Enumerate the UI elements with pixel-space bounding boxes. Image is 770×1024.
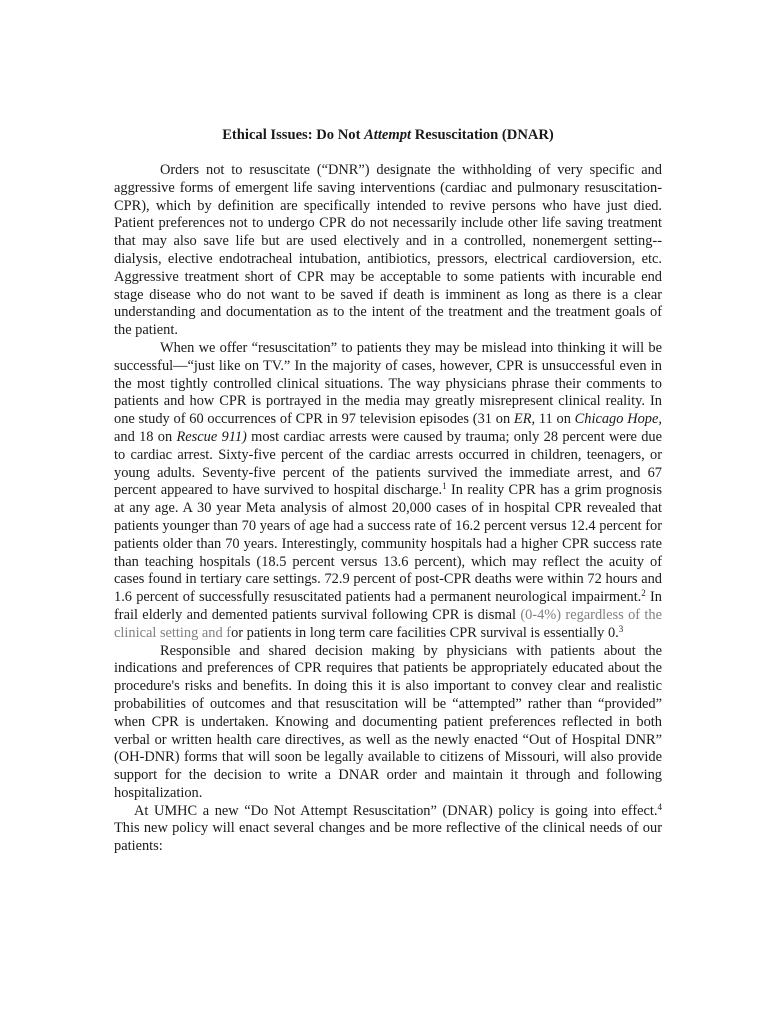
document-page: [114, 126, 662, 856]
paragraph-dnr-definition: Orders not to resuscitate (“DNR”) designate the withholding of very specific and aggressive forms of emergent life saving interventions (cardiac and pulmonary resuscitation-CPR), which by definition are specifically intended to revive persons who have just died. Patient preferences not to undergo CPR do not necessarily include other life saving treatment that may also save life but are used electively and in a controlled, nonemergent setting--dialysis, elective endotracheal intubation, antibiotics, pressors, electrical cardioversion, etc. Aggressive treatment short of CPR may be acceptable to some patients with incurable end stage disease who do not want to be saved if death is imminent as long as there is a clear understanding and documentation as to the intent of the treatment and the treatment goals of the patient.: [114, 162, 662, 339]
paragraph-cpr-outcomes: [114, 340, 662, 643]
text-segment: When we offer “resuscitation” to patients they may be mislead into thinking it will be successful—“just like on TV.” In the majority of cases, however, CPR is unsuccessful even in the most tightly controlled clinical situations. The way physicians phrase their comments to patients and how CPR is portrayed in the media may greatly misrepresent clinical reality. In one study of 60 occurrences of CPR in 97 television episodes (31 on: [114, 339, 662, 428]
tv-show-title: ER,: [513, 411, 536, 428]
text-segment: 11 on: [535, 411, 575, 428]
text-segment: This new policy will enact several changes and be more reflective of the clinical needs of our patients:: [114, 820, 662, 855]
paragraph-shared-decision: Responsible and shared decision making by physicians with patients about the indications and preferences of CPR requires that patients be appropriately educated about the procedure's risks and benefits. In doing this it is also important to convey clear and realistic probabilities of outcomes and that resuscitation will be “attempted” rather than “provided” when CPR is undertaken. Knowing and documenting patient preferences reflected in both verbal or written health care directives, as well as the newly enacted “Out of Hospital DNR” (OH-DNR) forms that will soon be legally available to citizens of Missouri, will also provide support for the decision to write a DNAR order and maintain it through and following hospitalization.: [114, 642, 662, 801]
text-segment: or patients in long term care facilities CPR survival is essentially 0.: [231, 624, 619, 641]
faint-text-segment: (0-4%) regardless of the clinical setting and f: [114, 606, 662, 641]
title-text: Ethical Issues: Do Not: [222, 127, 365, 143]
text-segment: In reality CPR has a grim prognosis at any age. A 30 year Meta analysis of almost 20,000 cases of in hospital CPR revealed that patients younger than 70 years of age had a success rate of 16.2 percent versus 12.4 percent for patients older than 70 years. Interestingly, community hospitals had a higher CPR success rate than teaching hospitals (18.5 percent versus 13.6 percent), which may reflect the acuity of cases found in tertiary care settings. 72.9 percent of post-CPR deaths were within 72 hours and 1.6 percent of successfully resuscitated patients had a permanent neurological impairment.: [114, 482, 662, 606]
footnote-ref: 2: [641, 588, 646, 599]
text-segment: In frail elderly and demented patients survival following CPR is dismal: [114, 589, 663, 623]
document-title: [114, 126, 662, 144]
footnote-ref: 4: [657, 801, 662, 812]
text-segment: At UMHC a new “Do Not Attempt Resuscitation” (DNAR) policy is going into effect.: [134, 802, 658, 819]
paragraph-umhc-policy: [114, 803, 662, 856]
footnote-ref: 1: [442, 481, 447, 492]
footnote-ref: 3: [618, 623, 624, 634]
text-segment: and 18 on: [114, 428, 177, 445]
text-segment: most cardiac arrests were caused by trauma; only 28 percent were due to cardiac arrest. Sixty-five percent of the cardiac arrests occurred in children, teenagers, or young adults. Seventy-five percent of the patients survived the immediate arrest, and 67 percent appeared to have survived to hospital discharge.: [114, 428, 663, 499]
title-text-end: Resuscitation (DNAR): [411, 127, 554, 143]
title-italic-text: Attempt: [364, 127, 412, 143]
tv-show-title: Chicago Hope,: [574, 411, 662, 428]
tv-show-title: Rescue 911): [176, 428, 247, 445]
